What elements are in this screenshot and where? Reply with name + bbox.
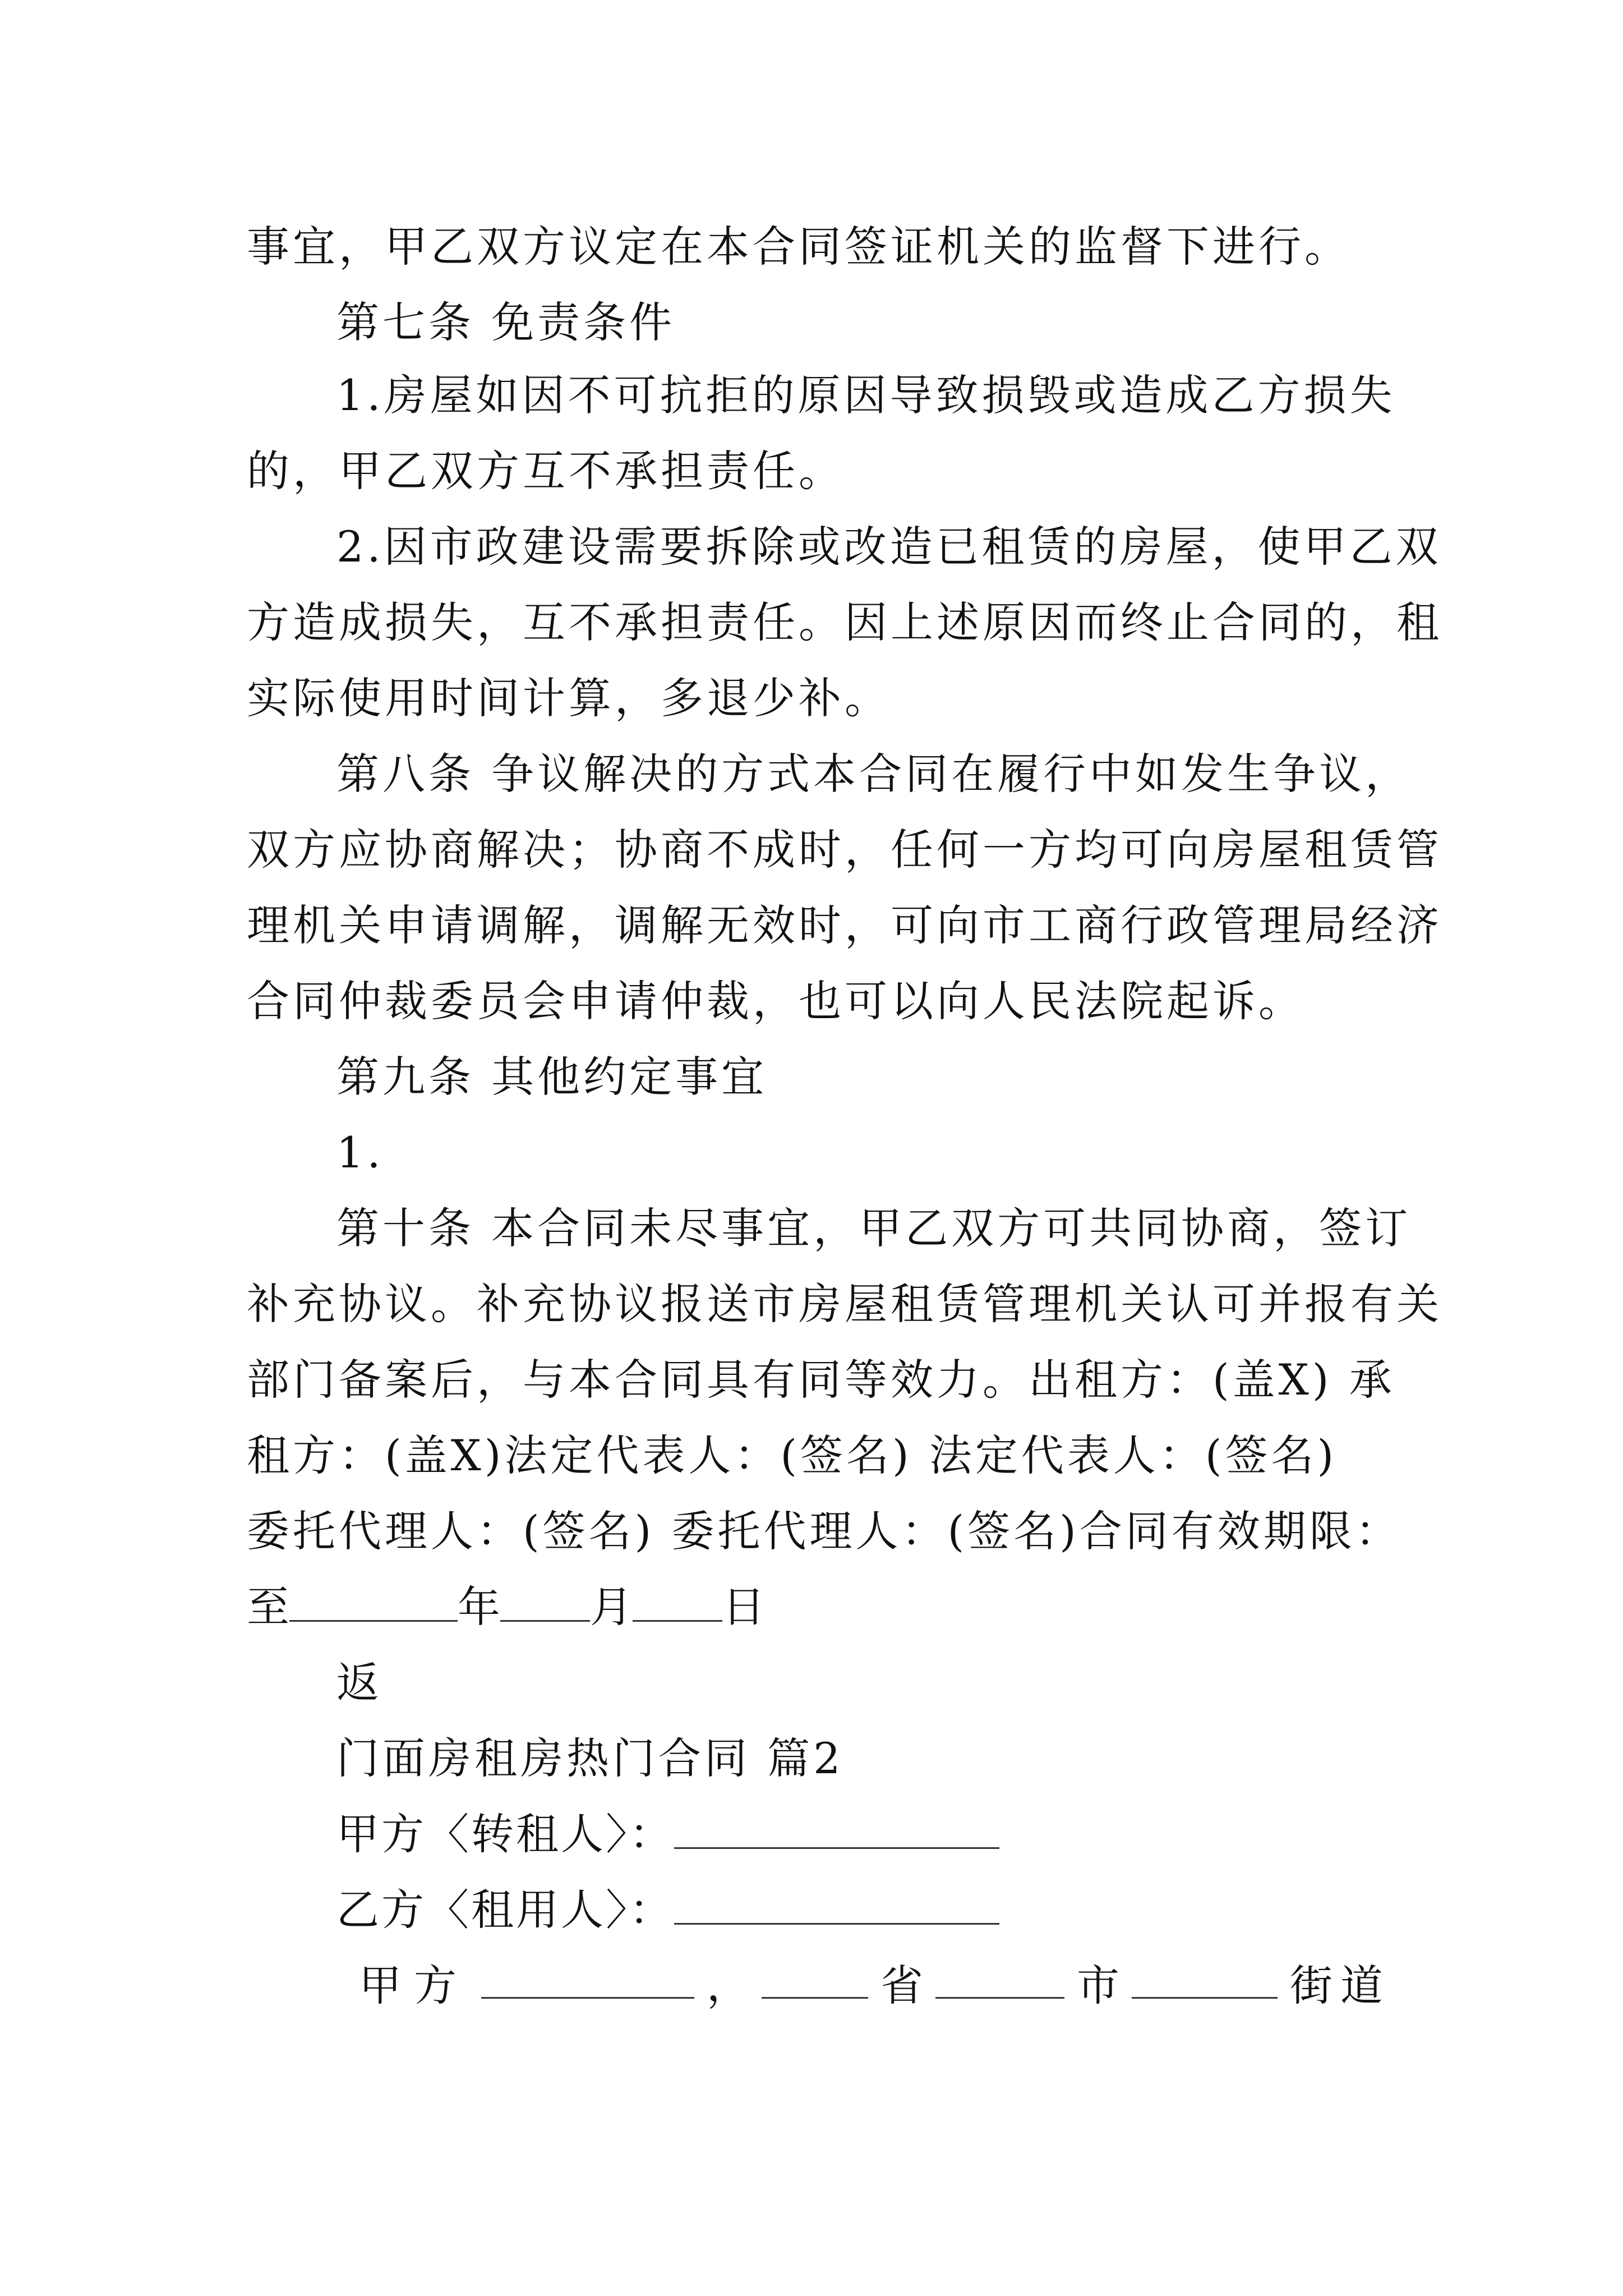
return-text: 返 — [336, 1658, 382, 1708]
paragraph-line: 的，甲乙双方互不承担责任。 — [247, 446, 845, 496]
list-item: 1. — [336, 1128, 384, 1177]
address-comma: ， — [707, 1961, 749, 2010]
contract-2-title: 门面房租房热门合同 篇2 — [336, 1733, 844, 1783]
term-prefix: 至 — [247, 1582, 289, 1632]
address-party: 甲方 — [359, 1961, 469, 2010]
paragraph-line: 委托代理人：(签名) 委托代理人：(签名)合同有效期限： — [247, 1506, 1401, 1556]
paragraph-line: 实际使用时间计算，多退少补。 — [247, 673, 891, 723]
party-a-blank — [674, 1808, 999, 1849]
term-day: 日 — [722, 1582, 765, 1632]
province-blank — [762, 1958, 868, 1999]
address-street: 街道 — [1290, 1961, 1391, 2010]
paragraph-line: 2.因市政建设需要拆除或改造已租赁的房屋，使甲乙双 — [336, 522, 1442, 572]
article-8-line: 第八条 争议解决的方式本合同在履行中如发生争议， — [336, 749, 1412, 799]
city-blank — [935, 1958, 1064, 1999]
term-month: 月 — [590, 1582, 633, 1632]
day-blank — [633, 1581, 722, 1622]
party-b-blank — [674, 1884, 999, 1925]
article-10-line: 第十条 本合同未尽事宜，甲乙双方可共同协商，签订 — [336, 1203, 1412, 1253]
year-blank — [289, 1581, 458, 1622]
party-b-line — [336, 1882, 1391, 1938]
party-a-line — [336, 1806, 1391, 1862]
address-province: 省 — [880, 1961, 923, 2010]
party-b-label: 乙方〈租用人〉： — [336, 1885, 674, 1935]
address-city: 市 — [1077, 1961, 1119, 2010]
paragraph-line: 租方：(盖X)法定代表人：(签名) 法定代表人：(签名) — [247, 1430, 1338, 1480]
paragraph-line: 1.房屋如因不可抗拒的原因导致损毁或造成乙方损失 — [336, 370, 1396, 420]
month-blank — [500, 1581, 590, 1622]
paragraph-line: 事宜，甲乙双方议定在本合同签证机关的监督下进行。 — [247, 222, 1350, 272]
term-year: 年 — [458, 1582, 500, 1632]
article-9-heading: 第九条 其他约定事宜 — [336, 1052, 768, 1102]
paragraph-line: 双方应协商解决；协商不成时，任何一方均可向房屋租赁管 — [247, 825, 1442, 875]
term-line — [247, 1579, 1391, 1635]
paragraph-line: 方造成损失，互不承担责任。因上述原因而终止合同的，租 — [247, 597, 1442, 647]
paragraph-line: 补充协议。补充协议报送市房屋租赁管理机关认可并报有关 — [247, 1279, 1442, 1329]
party-blank — [481, 1958, 694, 1999]
party-a-label: 甲方〈转租人〉： — [336, 1809, 674, 1859]
article-7-heading: 第七条 免责条件 — [336, 297, 676, 347]
address-line — [359, 1958, 1391, 2014]
paragraph-line: 理机关申请调解，调解无效时，可向市工商行政管理局经济 — [247, 900, 1442, 950]
paragraph-line: 部门备案后，与本合同具有同等效力。出租方：(盖X) 承 — [247, 1355, 1395, 1405]
street-blank — [1132, 1958, 1278, 1999]
paragraph-line: 合同仲裁委员会申请仲裁，也可以向人民法院起诉。 — [247, 976, 1304, 1026]
